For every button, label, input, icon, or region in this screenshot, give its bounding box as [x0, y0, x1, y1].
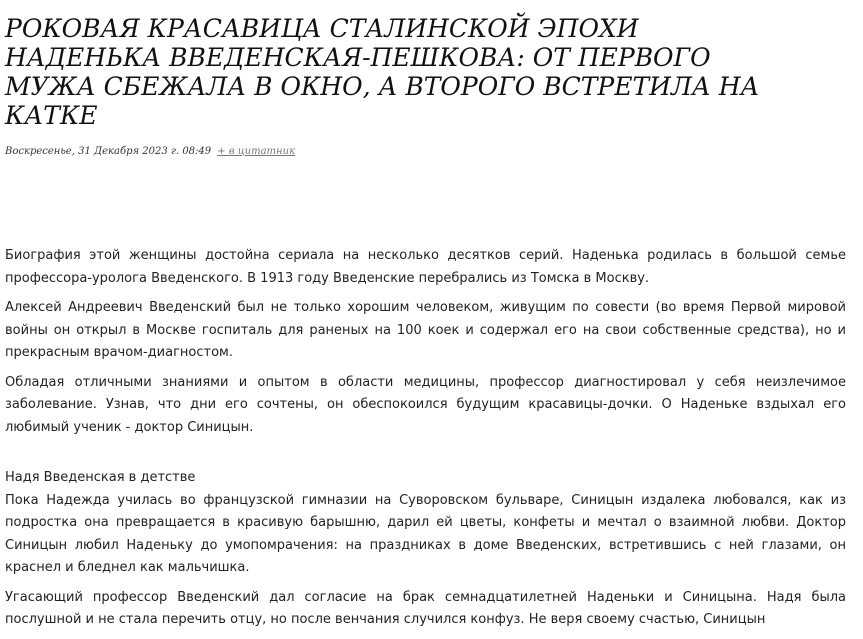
article	[5, 0, 846, 639]
add-to-quotes-link[interactable]: + в цитатник	[217, 146, 296, 157]
article-date: Воскресенье, 31 Декабря 2023 г. 08:49	[5, 146, 212, 157]
paragraph: Угасающий профессор Введенский дал согласие на брак семнадцатилетней Наденьки и Синицына. Надя была послушной и не стала перечить отцу, но после венчания случился конфуз. Не веря своему счастью, Синицын	[5, 589, 846, 627]
spacer	[5, 446, 846, 467]
paragraph: Пока Надежда училась во французской гимназии на Суворовском бульваре, Синицын издалека любовался, как из подростка она превращается в красивую барышню, дарил ей цветы, конфеты и мечтал о взаимной любви. Доктор Синицын любил Наденьку до умопомрачения: на праздниках в доме Введенских, встретившись с ней глазами, он краснел и бледнел как мальчишка.	[5, 492, 846, 575]
paragraph: Биография этой женщины достойна сериала на несколько десятков серий. Наденька родилась в большой семье профессора-уролога Введенского. В 1913 году Введенские перебрались из Томска в Москву.	[5, 248, 846, 286]
article-title: РОКОВАЯ КРАСАВИЦА СТАЛИНСКОЙ ЭПОХИ НАДЕНЬКА ВВЕДЕНСКАЯ-ПЕШКОВА: ОТ ПЕРВОГО МУЖА СБЕЖАЛА В ОКНО, А ВТОРОГО ВСТРЕТИЛА НА КАТКЕ	[5, 14, 760, 130]
image-caption: Надя Введенская в детстве	[5, 470, 196, 485]
paragraph: Обладая отличными знаниями и опытом в области медицины, профессор диагностировал у себя неизлечимое заболевание. Узнав, что дни его сочтены, он обеспокоился будущим красавицы-дочки. О Наденьке вздыхал его любимый ученик - доктор Синицын.	[5, 374, 846, 435]
paragraph: Алексей Андреевич Введенский был не только хорошим человеком, живущим по совести (во время Первой мировой войны он открыл в Москве госпиталь для раненых на 100 коек и содержал его на свои собственные средства), но и прекрасным врачом-диагностом.	[5, 300, 846, 360]
article-body	[5, 245, 846, 632]
article-meta	[5, 145, 846, 159]
